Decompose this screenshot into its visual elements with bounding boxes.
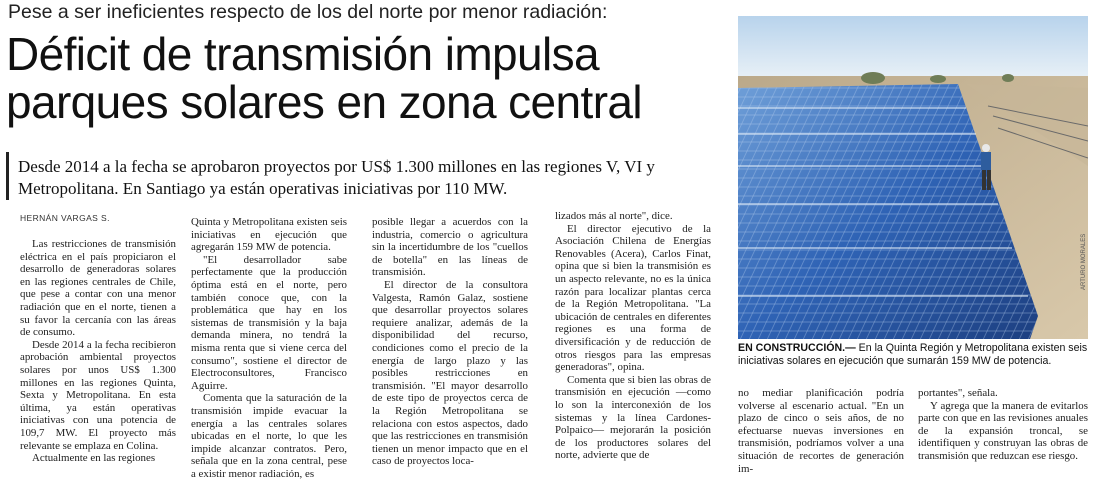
paragraph: Las restricciones de transmisión eléctrica en el país propiciaron el desarrollo de generadoras solares en las regiones centrales de Chile, que pese a contar con una menor radiación que en el norte, tienen a su favor la cercanía con las áreas de consumo.: [20, 238, 176, 339]
deck-rule: [6, 152, 9, 200]
paragraph: portantes", señala.: [918, 387, 998, 399]
paragraph: Comenta que la saturación de la transmisión impide evacuar la energía a las centrales solares ubicadas en el norte, lo que les impide alcanzar contratos. Pero, señala que en la zona central, pese a existir menor radiación, es: [191, 392, 347, 480]
paragraph: Comenta que si bien las obras de transmisión en ejecución —como lo son la interconexión de los sistemas y la línea Cardones-Polpaico— mejorarán la posición de los productores solares del norte, advierte que de: [555, 373, 711, 462]
paragraph: "El desarrollador sabe perfectamente que la producción óptima está en el norte, pero también conoce que, con la problemática que hay en los sistemas de transmisión y la baja demanda minera, no tendrá la misma renta que si viene cerca del consumo", sostiene el director de Electroconsultores, Francisco Aguirre.: [191, 253, 347, 392]
paragraph: Y agrega que la manera de evitarlos parte con que en las revisiones anuales de la expansión troncal, se identifiquen y construyan las obras de transmisión que reduzcan ese riesgo.: [918, 399, 1088, 462]
body-column-5: [738, 387, 904, 475]
body-column-3: [372, 216, 528, 468]
paragraph: posible llegar a acuerdos con la industria, comercio o agricultura sin la incertidumbre de los "cuellos de botella" en las líneas de transmisión.: [372, 216, 528, 279]
caption-text: En la Quinta Región y Metropolitana existen seis iniciativas solares en ejecución que sumarán 159 MW de potencia.: [738, 342, 1088, 367]
article-headline: [6, 30, 731, 126]
caption-label: EN CONSTRUCCIÓN.—: [738, 342, 856, 354]
article-deck: Desde 2014 a la fecha se aprobaron proyectos por US$ 1.300 millones en las regiones V, VI y Metropolitana. En Santiago ya están operativas iniciativas por 110 MW.: [18, 157, 655, 198]
paragraph: El director de la consultora Valgesta, Ramón Galaz, sostiene que desarrollar proyectos solares requiere analizar, además de la disponibilidad del recurso, condiciones como el precio de la energía de largo plazo y las posibles restricciones en transmisión. "El mayor desarrollo de este tipo de proyectos cerca de la Región Metropolitana se relaciona con estos aspectos, dado que las restricciones en transmisión tienen un menor impacto que en el caso de proyectos loca-: [372, 278, 528, 468]
body-column-6: [918, 387, 1088, 463]
body-column-4: [555, 210, 711, 462]
photo-credit: ARTURO MORALES: [1081, 233, 1087, 290]
solar-park-illustration: [738, 16, 1088, 339]
headline-line-2: parques solares en zona central: [6, 76, 643, 128]
sky: [738, 16, 1088, 86]
body-column-2: [191, 216, 347, 480]
paragraph: no mediar planificación podría volverse al escenario actual. "En un plazo de cinco o seis años, de no efectuarse nuevas inversiones en transmisión, podríamos volver a una situación de recortes de generación im-: [738, 387, 904, 475]
paragraph: lizados más al norte", dice.: [555, 210, 673, 222]
paragraph: Actualmente en las regiones: [32, 452, 156, 465]
headline-line-1: Déficit de transmisión impulsa: [6, 28, 600, 80]
article-kicker: Pese a ser ineficientes respecto de los del norte por menor radiación:: [8, 1, 608, 23]
paragraph: Quinta y Metropolitana existen seis iniciativas en ejecución que agregarán 159 MW de potencia.: [191, 216, 347, 254]
body-column-1: [20, 238, 176, 465]
article-byline: HERNÁN VARGAS S.: [20, 213, 110, 223]
paragraph: Desde 2014 a la fecha recibieron aprobación ambiental proyectos solares por unos US$ 1.300 millones en las regiones Quinta, Sexta y Metropolitana. En esta última, ya están operativas iniciativas con una potencia de 109,7 MW. El proyecto más relevante se emplaza en Colina.: [20, 338, 176, 452]
photo-caption: [738, 342, 1090, 368]
solar-park-photo: [738, 16, 1088, 339]
paragraph: El director ejecutivo de la Asociación Chilena de Energías Renovables (Acera), Carlos Finat, opina que si bien la transmisión es un aspecto relevante, no es la única razón para localizar plantas cerca de la Región Metropolitana. "La ubicación de centrales en diferentes regiones es una forma de diversificación y de reducción de otros riesgos para las empresas generadoras", opina.: [555, 222, 711, 374]
